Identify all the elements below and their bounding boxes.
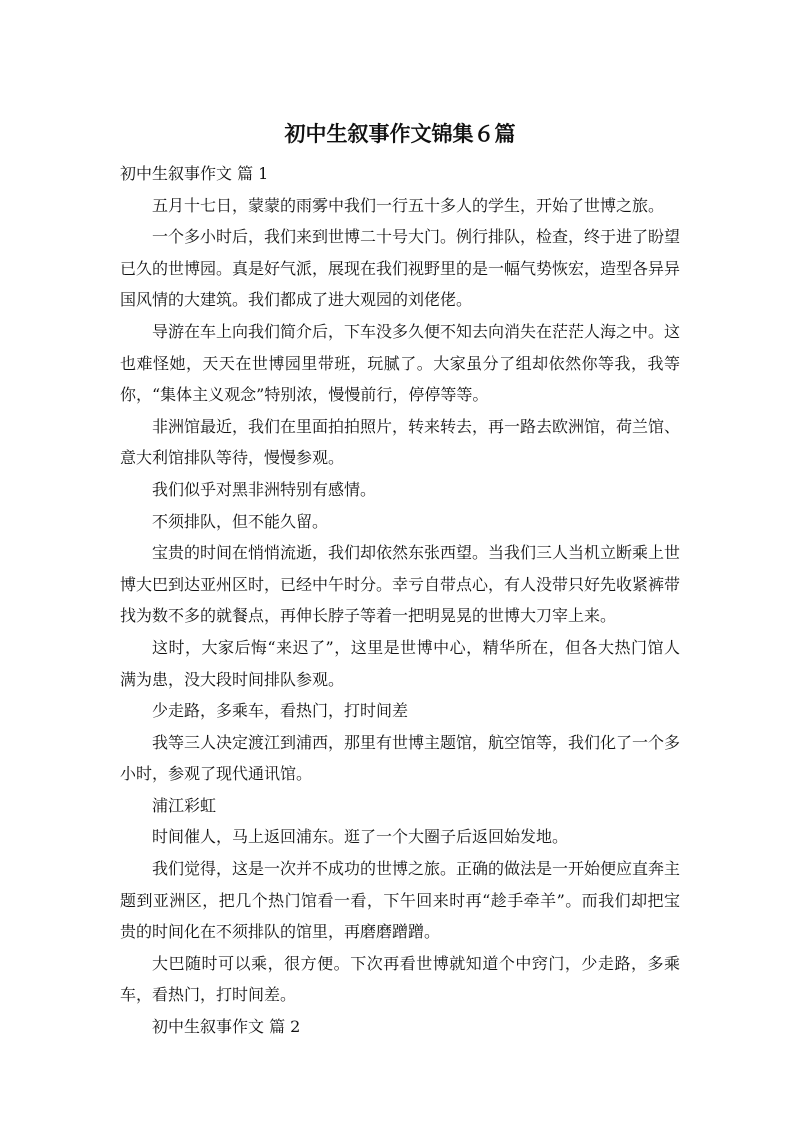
paragraph: 少走路，多乘车，看热门，打时间差	[152, 701, 409, 721]
paragraph: 我等三人决定渡江到浦西，那里有世博主题馆，航空馆等，我们化了一个多小时，参观了现代通讯馆。	[120, 732, 681, 784]
paragraph: 我们似乎对黑非洲特别有感情。	[152, 479, 377, 499]
paragraph: 这时，大家后悔“来迟了”，这里是世博中心，精华所在，但各大热门馆人满为患，没大段时间排队参观。	[120, 637, 680, 689]
paragraph: 不须排队，但不能久留。	[152, 511, 329, 531]
paragraph: 我们觉得，这是一次并不成功的世博之旅。正确的做法是一开始便应直奔主题到亚洲区，把几个热门馆看一看，下午回来时再“趁手牵羊”。而我们却把宝贵的时间化在不须排队的馆里，再磨磨蹭蹭。	[120, 859, 681, 942]
paragraph: 宝贵的时间在悄悄流逝，我们却依然东张西望。当我们三人当机立断乘上世博大巴到达亚州区时，已经中午时分。幸亏自带点心，有人没带只好先收紧裤带找为数不多的就餐点，再伸长脖子等着一把明晃晃的世博大刀宰上来。	[120, 543, 681, 626]
paragraph: 非洲馆最近，我们在里面拍拍照片，转来转去，再一路去欧洲馆，荷兰馆、意大利馆排队等待，慢慢参观。	[120, 416, 681, 468]
paragraph: 导游在车上向我们简介后，下车没多久便不知去向消失在茫茫人海之中。这也难怪她，天天在世博园里带班，玩腻了。大家虽分了组却依然你等我，我等你，“集体主义观念”特别浓，慢慢前行，停停等等。	[120, 321, 681, 405]
paragraph: 大巴随时可以乘，很方便。下次再看世博就知道个中窍门，少走路，多乘车，看热门，打时间差。	[120, 953, 680, 1005]
section-heading-2: 初中生叙事作文 篇 2	[152, 1017, 301, 1037]
paragraph: 时间催人，马上返回浦东。逛了一个大圈子后返回始发地。	[152, 827, 569, 847]
section-heading-1: 初中生叙事作文 篇 1	[120, 164, 269, 183]
paragraph: 一个多小时后，我们来到世博二十号大门。例行排队，检查，终于进了盼望已久的世博园。真是好气派，展现在我们视野里的是一幅气势恢宏，造型各异异国风情的大建筑。我们都成了进大观园的刘佬佬。	[120, 227, 681, 310]
paragraph: 浦江彩虹	[152, 795, 217, 815]
paragraph: 五月十七日，蒙蒙的雨雾中我们一行五十多人的学生，开始了世博之旅。	[152, 195, 665, 215]
document-body	[120, 158, 680, 1043]
document-title: 初中生叙事作文锦集６篇	[284, 122, 516, 146]
